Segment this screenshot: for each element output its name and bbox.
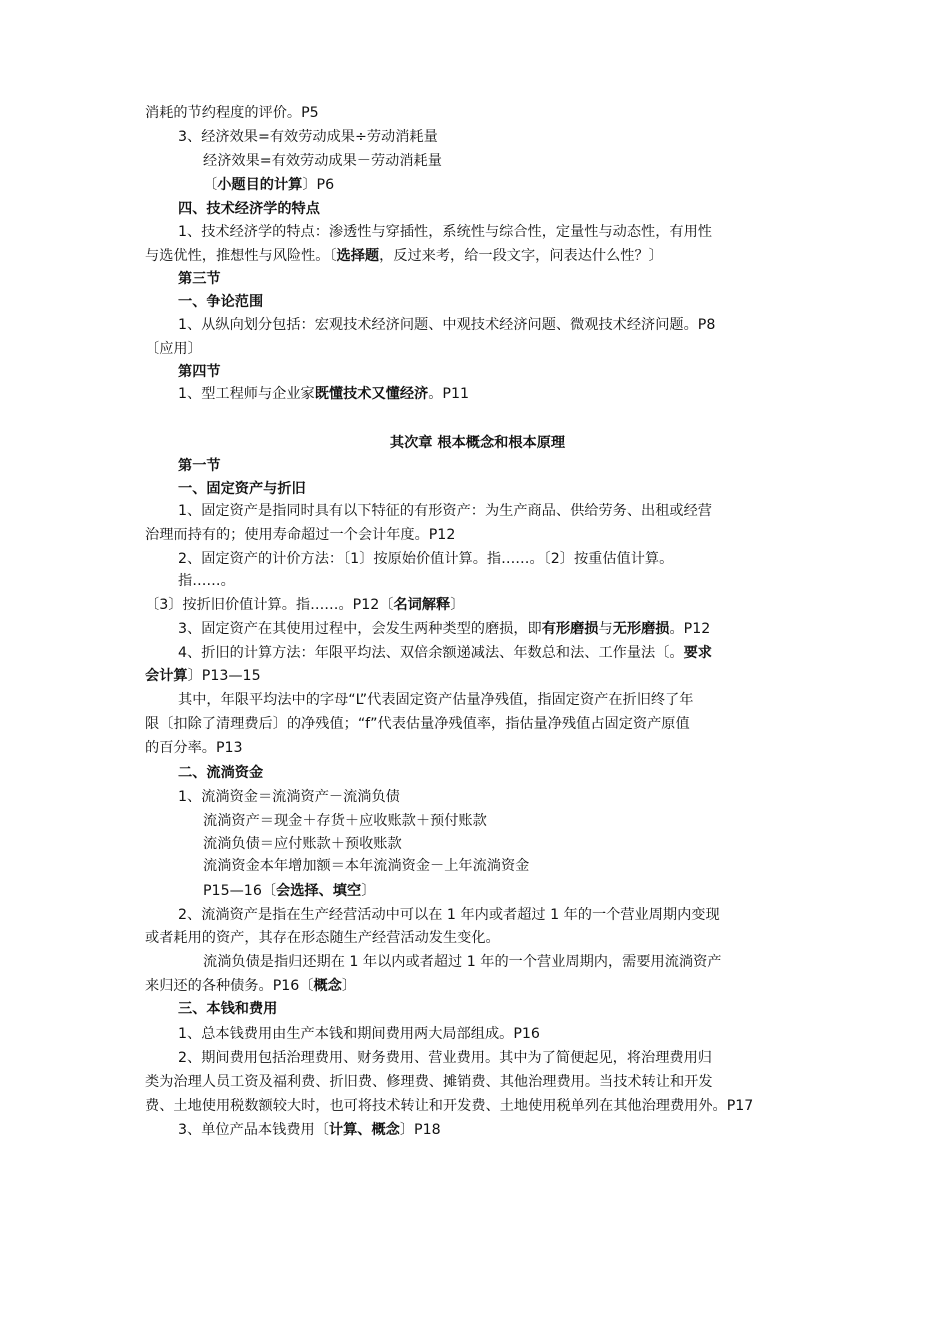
bold-text: 既懂技术又懂经济 <box>314 386 429 402</box>
text: 其次章 根本概念和根本原理 <box>389 435 566 451</box>
text: 二、流淌资金 <box>178 765 264 781</box>
text: 〕P18 <box>399 1122 441 1138</box>
section-heading <box>178 456 810 476</box>
text-line <box>178 315 810 335</box>
text-line <box>178 787 810 807</box>
text-line <box>178 571 810 591</box>
text-line <box>145 525 810 545</box>
text: 费、土地使用税数额较大时，也可将技术转让和开发费、土地使用税单列在其他治理费用外。P17 <box>145 1098 754 1114</box>
text: 3、固定资产在其使用过程中，会发生两种类型的磨损，即 <box>178 621 542 637</box>
text-line <box>178 1024 810 1044</box>
text-line <box>178 501 810 521</box>
text-line <box>145 595 810 615</box>
text-line <box>178 1048 810 1068</box>
text-line <box>145 976 810 996</box>
text: 〕P6 <box>302 177 335 193</box>
text: 第三节 <box>178 271 221 287</box>
text: 经济效果=有效劳动成果－劳动消耗量 <box>203 153 442 169</box>
text: 消耗的节约程度的评价。P5 <box>145 105 319 121</box>
text-line <box>145 666 810 686</box>
text: 〕 <box>450 597 465 613</box>
text-line <box>145 246 810 266</box>
text: 3、经济效果=有效劳动成果÷劳动消耗量 <box>178 129 438 145</box>
text-line <box>145 103 810 123</box>
text: 1、技术经济学的特点：渗透性与穿插性，系统性与综合性，定量性与动态性，有用性 <box>178 224 712 240</box>
text: 流淌负债＝应付账款＋预收账款 <box>203 836 402 852</box>
text-line <box>145 714 810 734</box>
text: 第四节 <box>178 364 221 380</box>
text: 〔3〕按折旧价值计算。指……。P12〔 <box>145 597 394 613</box>
text: 四、技术经济学的特点 <box>178 201 320 217</box>
text-line <box>178 690 810 710</box>
text: 。P12 <box>669 621 711 637</box>
text: 2、固定资产的计价方法：〔1〕按原始价值计算。指……。〔2〕按重估值计算。 <box>178 551 674 567</box>
text: 。P11 <box>428 386 470 402</box>
text-line <box>203 834 810 854</box>
text-line <box>203 811 810 831</box>
text: 〕 <box>341 978 357 994</box>
text-line <box>178 549 810 569</box>
text-line <box>145 738 810 758</box>
text: 类为治理人员工资及福利费、折旧费、修理费、摊销费、其他治理费用。当技术转让和开发 <box>145 1074 713 1090</box>
text-line <box>203 881 810 901</box>
text-line <box>145 1072 810 1092</box>
text-line <box>178 1120 810 1140</box>
text-line <box>178 222 810 242</box>
text-line <box>203 151 810 171</box>
text: 限〔扣除了清理费后〕的净残值；“f”代表估量净残值率，指估量净残值占固定资产原值 <box>145 716 690 732</box>
bold-text: 会计算 <box>145 668 188 684</box>
text: 来归还的各种债务。P16〔 <box>145 978 314 994</box>
text: 〕 <box>361 883 376 899</box>
text: 三、本钱和费用 <box>178 1001 278 1017</box>
text: 3、单位产品本钱费用〔 <box>178 1122 329 1138</box>
text: 一、争论范围 <box>178 294 264 310</box>
text: 1、从纵向划分包括：宏观技术经济问题、中观技术经济问题、微观技术经济问题。P8 <box>178 317 716 333</box>
section-heading <box>178 362 810 382</box>
bold-text: 无形磨损 <box>612 621 670 637</box>
bold-text: 计算、概念 <box>328 1122 400 1138</box>
text-line <box>145 928 810 948</box>
text: 其中，年限平均法中的字母“L”代表固定资产估量净残值，指固定资产在折旧终了年 <box>178 692 694 708</box>
text: 流淌负债是指归还期在 1 年以内或者超过 1 年的一个营业周期内，需要用流淌资产 <box>203 954 722 970</box>
text-line <box>145 339 810 359</box>
bold-text: 有形磨损 <box>541 621 599 637</box>
text-line <box>203 952 810 972</box>
section-heading <box>178 479 810 499</box>
text: 4、折旧的计算方法：年限平均法、双倍余额递减法、年数总和法、工作量法〔。 <box>178 645 684 661</box>
bold-text: 概念 <box>313 978 342 994</box>
text-line <box>145 1096 810 1116</box>
text: 或者耗用的资产，其存在形态随生产经营活动发生变化。 <box>145 930 500 946</box>
text-line <box>203 856 810 876</box>
section-heading <box>178 199 810 219</box>
section-heading <box>178 999 810 1019</box>
text: 1、总本钱费用由生产本钱和期间费用两大局部组成。P16 <box>178 1026 540 1042</box>
bold-text: 会选择、填空 <box>276 883 362 899</box>
text: 1、流淌资金＝流淌资产－流淌负债 <box>178 789 400 805</box>
text: 〔应用〕 <box>145 341 202 357</box>
bold-text: 小题目的计算 <box>217 177 303 193</box>
text: 流淌资金本年增加额＝本年流淌资金－上年流淌资金 <box>203 858 530 874</box>
text: 与选优性，推想性与风险性。〔 <box>145 248 337 264</box>
text-line <box>203 175 810 195</box>
text: 指……。 <box>178 573 235 589</box>
text: 2、期间费用包括治理费用、财务费用、营业费用。其中为了简便起见，将治理费用归 <box>178 1050 712 1066</box>
text: 与 <box>598 621 613 637</box>
text: 〕P13—15 <box>187 668 261 684</box>
text: P15—16〔 <box>203 883 277 899</box>
bold-text: 选择题 <box>336 248 380 264</box>
text-line <box>178 643 810 663</box>
text: 第一节 <box>178 458 221 474</box>
text: 的百分率。P13 <box>145 740 243 756</box>
text: 治理而持有的；使用寿命超过一个会计年度。P12 <box>145 527 456 543</box>
text: 2、流淌资产是指在生产经营活动中可以在 1 年内或者超过 1 年的一个营业周期内变现 <box>178 907 720 923</box>
chapter-title <box>145 433 810 453</box>
text: 流淌资产＝现金＋存货＋应收账款＋预付账款 <box>203 813 487 829</box>
text-line <box>178 619 810 639</box>
text-line <box>178 127 810 147</box>
text-line <box>178 905 810 925</box>
text: ，反过来考，给一段文字，问表达什么性？〕 <box>379 248 663 264</box>
text: 〔 <box>203 177 218 193</box>
text: 一、固定资产与折旧 <box>178 481 306 497</box>
text: 1、固定资产是指同时具有以下特征的有形资产：为生产商品、供给劳务、出租或经营 <box>178 503 712 519</box>
section-heading <box>178 269 810 289</box>
bold-text: 要求 <box>683 645 712 661</box>
bold-text: 名词解释 <box>393 597 451 613</box>
section-heading <box>178 763 810 783</box>
section-heading <box>178 292 810 312</box>
text: 1、型工程师与企业家 <box>178 386 315 402</box>
text-line <box>178 384 810 404</box>
